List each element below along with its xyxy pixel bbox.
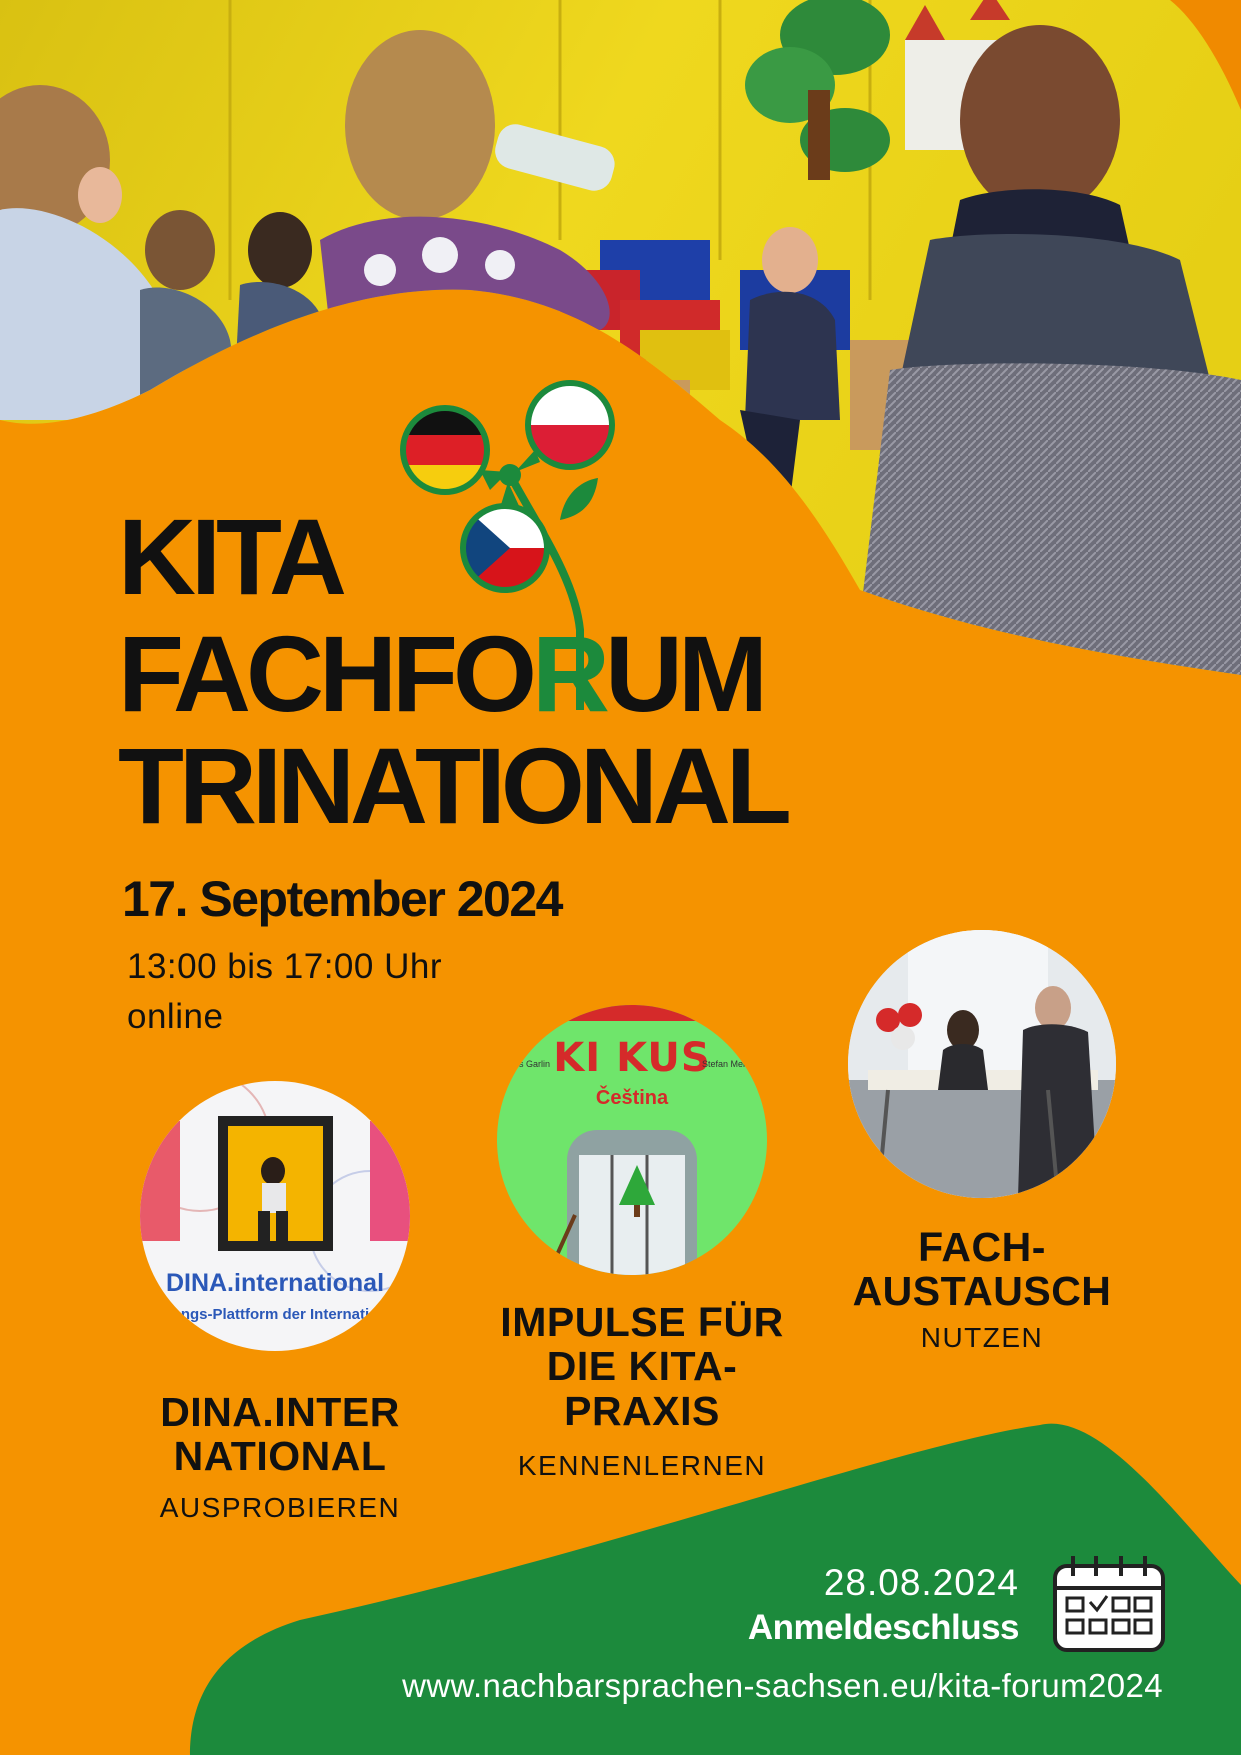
feature-2-subtitle: KENNENLERNEN xyxy=(517,1450,767,1481)
kikus-title: KI KUS xyxy=(553,1035,711,1081)
feature-image-exchange xyxy=(848,930,1116,1198)
calendar-icon xyxy=(1051,1554,1167,1654)
event-time: 13:00 bis 17:00 Uhr xyxy=(127,947,442,986)
feature-2-title xyxy=(442,1300,842,1433)
title-line-2 xyxy=(118,613,763,734)
registration-deadline-label: Anmeldeschluss xyxy=(747,1608,1019,1647)
feature-2-title-line-2: DIE KITA- xyxy=(546,1343,738,1390)
feature-1-subtitle: AUSPROBIEREN xyxy=(159,1492,401,1523)
title-line-3: TRINATIONAL xyxy=(118,725,787,846)
kikus-author-right: Stefan Mei xyxy=(702,1059,746,1069)
feature-1-title-line-2: NATIONAL xyxy=(173,1433,387,1480)
feature-image-dina xyxy=(140,1081,410,1351)
event-format: online xyxy=(127,997,224,1036)
kikus-author-left: gardis Garlin xyxy=(499,1059,551,1069)
feature-image-kikus xyxy=(497,1005,767,1275)
title-line-2-end: UM xyxy=(604,613,763,734)
dina-image-caption: ngs-Plattform der Internati xyxy=(180,1306,370,1323)
feature-3-title xyxy=(782,1225,1182,1314)
registration-deadline-date: 28.08.2024 xyxy=(823,1562,1019,1603)
feature-2-title-line-1: IMPULSE FÜR xyxy=(500,1299,784,1345)
dina-image-logo-text: DINA.international xyxy=(165,1269,385,1297)
feature-3-title-line-1: FACH- xyxy=(918,1224,1046,1270)
title-line-2-accent: R xyxy=(531,613,605,734)
feature-3-subtitle: NUTZEN xyxy=(920,1322,1044,1353)
feature-1-title-line-1: DINA.INTER xyxy=(160,1389,400,1435)
title-line-1: KITA xyxy=(118,496,342,617)
feature-3-title-line-2: AUSTAUSCH xyxy=(852,1268,1112,1315)
feature-1-title xyxy=(80,1390,480,1479)
registration-url-link[interactable]: www.nachbarsprachen-sachsen.eu/kita-forum2024 xyxy=(402,1667,1163,1704)
feature-2-title-line-3: PRAXIS xyxy=(564,1387,720,1434)
event-date: 17. September 2024 xyxy=(122,871,562,927)
title-line-2-start: FACHFO xyxy=(118,613,532,734)
exchange-photo xyxy=(848,930,1116,1198)
kikus-language: Čeština xyxy=(595,1087,669,1109)
